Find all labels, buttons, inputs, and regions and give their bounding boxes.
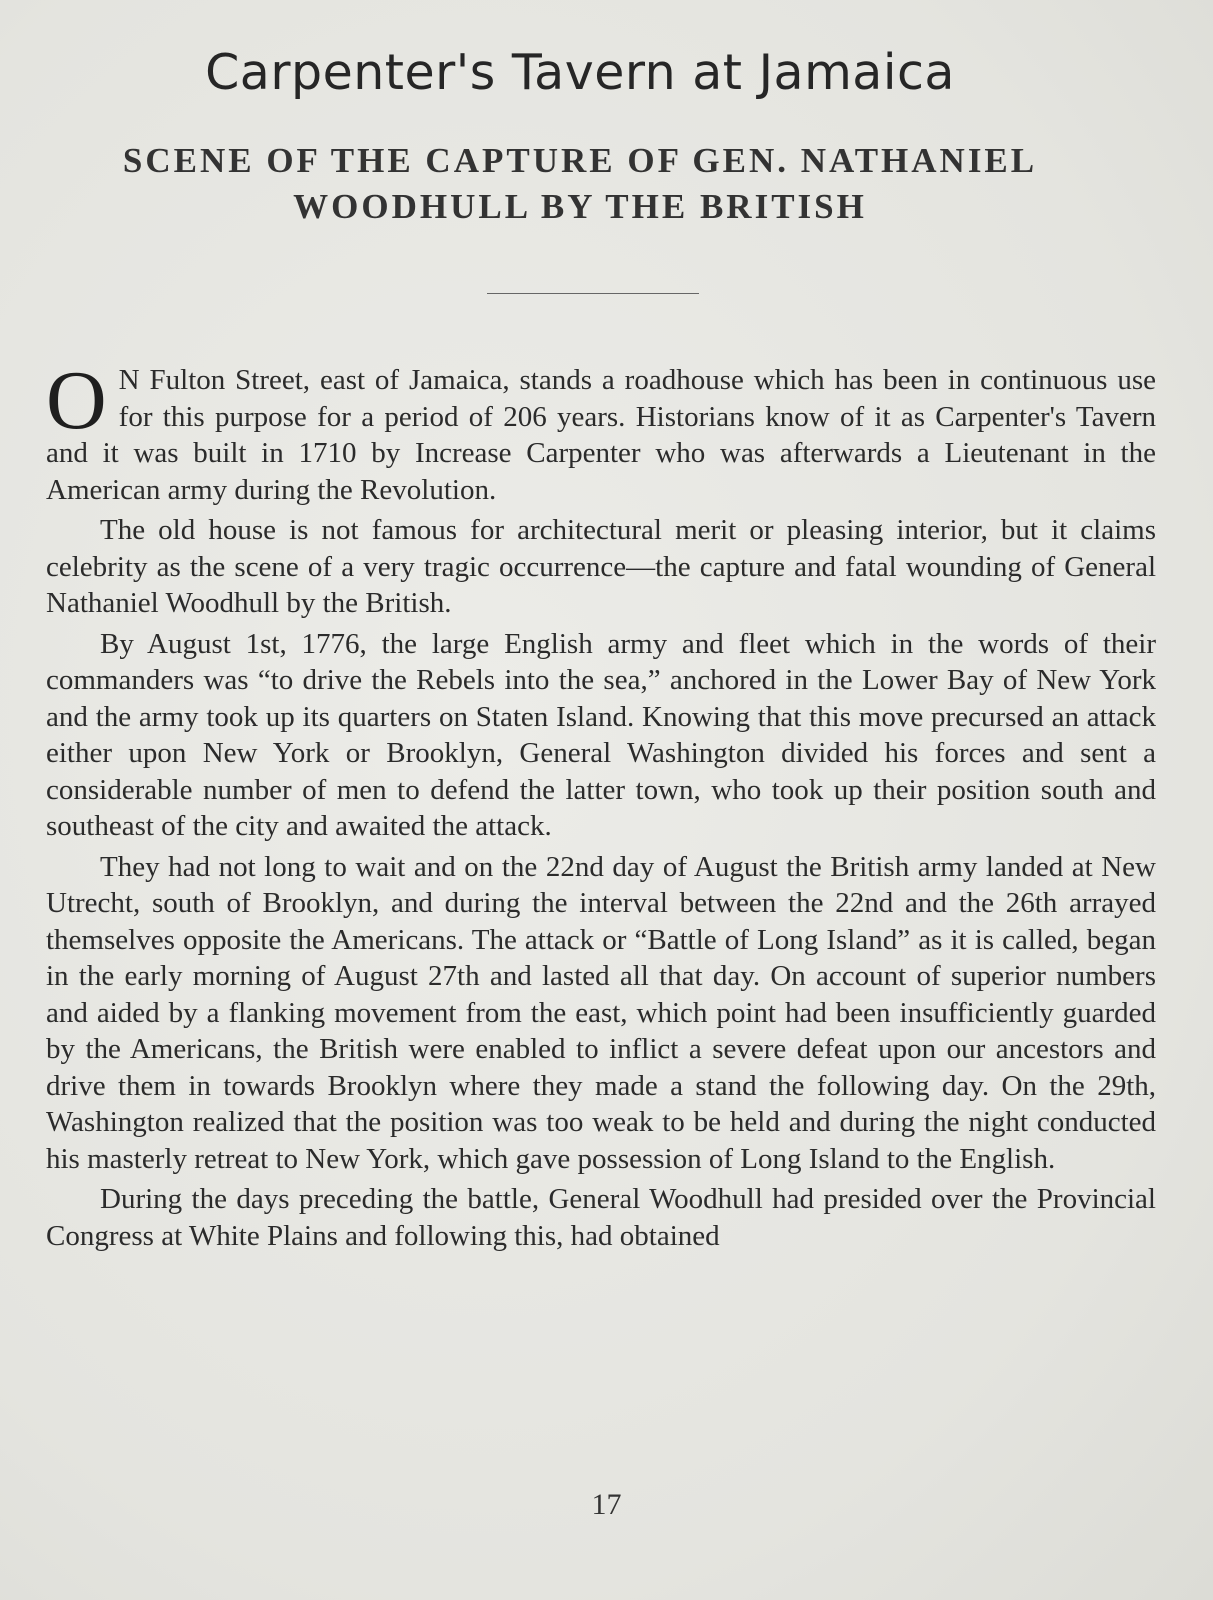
paragraph-2: The old house is not famous for architectural merit or pleasing interior, but it claims celebrity as the scene of a very tragic occurrence—the capture and fatal wounding of General Nathaniel Woodhull by the British. bbox=[46, 514, 1156, 619]
paragraph-1-text: Fulton Street, east of Jamaica, stands a roadhouse which has been in continuous use for this purpose for a period of 206 years. Historians know of it as Carpenter's Tavern and it was built in 1710 by Increase Carpenter who was afterwards a Lieutenant in the American army during the Revolution. bbox=[46, 364, 1156, 506]
drop-cap-lead: N bbox=[118, 364, 140, 396]
paragraph-1 bbox=[46, 354, 1156, 508]
page-subtitle: SCENE OF THE CAPTURE OF GEN. NATHANIEL WOODHULL BY THE BRITISH bbox=[122, 141, 1038, 226]
paragraph-3: By August 1st, 1776, the large English army and fleet which in the words of their commanders was “to drive the Rebels into the sea,” anchored in the Lower Bay of New York and the army took up its quarters on Staten Island. Knowing that this move precursed an attack either upon New York or Brooklyn, General Washington divided his forces and sent a considerable number of men to defend the latter town, who took up their position south and southeast of the city and awaited the attack. bbox=[46, 627, 1156, 842]
page-number: 17 bbox=[591, 1488, 622, 1521]
drop-cap: O bbox=[46, 354, 107, 447]
paragraph-4: They had not long to wait and on the 22nd day of August the British army landed at New Utrecht, south of Brooklyn, and during the interval between the 22nd and the 26th arrayed themselves opposite the Americans. The attack or “Battle of Long Island” as it is called, began in the early morning of August 27th and lasted all that day. On account of superior numbers and aided by a flanking movement from the east, which point had been insufficiently guarded by the Americans, the British were enabled to inflict a severe defeat upon our ancestors and drive them in towards Brooklyn where they made a stand the following day. On the 29th, Washington realized that the position was too weak to be held and during the night conducted his masterly retreat to New York, which gave possession of Long Island to the English. bbox=[46, 850, 1156, 1175]
article-body bbox=[46, 354, 1156, 1258]
paragraph-5: During the days preceding the battle, General Woodhull had presided over the Provincial Congress at White Plains and following this, had obtained bbox=[46, 1183, 1156, 1252]
page-title: Carpenter's Tavern at Jamaica bbox=[205, 44, 955, 101]
section-divider bbox=[487, 293, 699, 294]
